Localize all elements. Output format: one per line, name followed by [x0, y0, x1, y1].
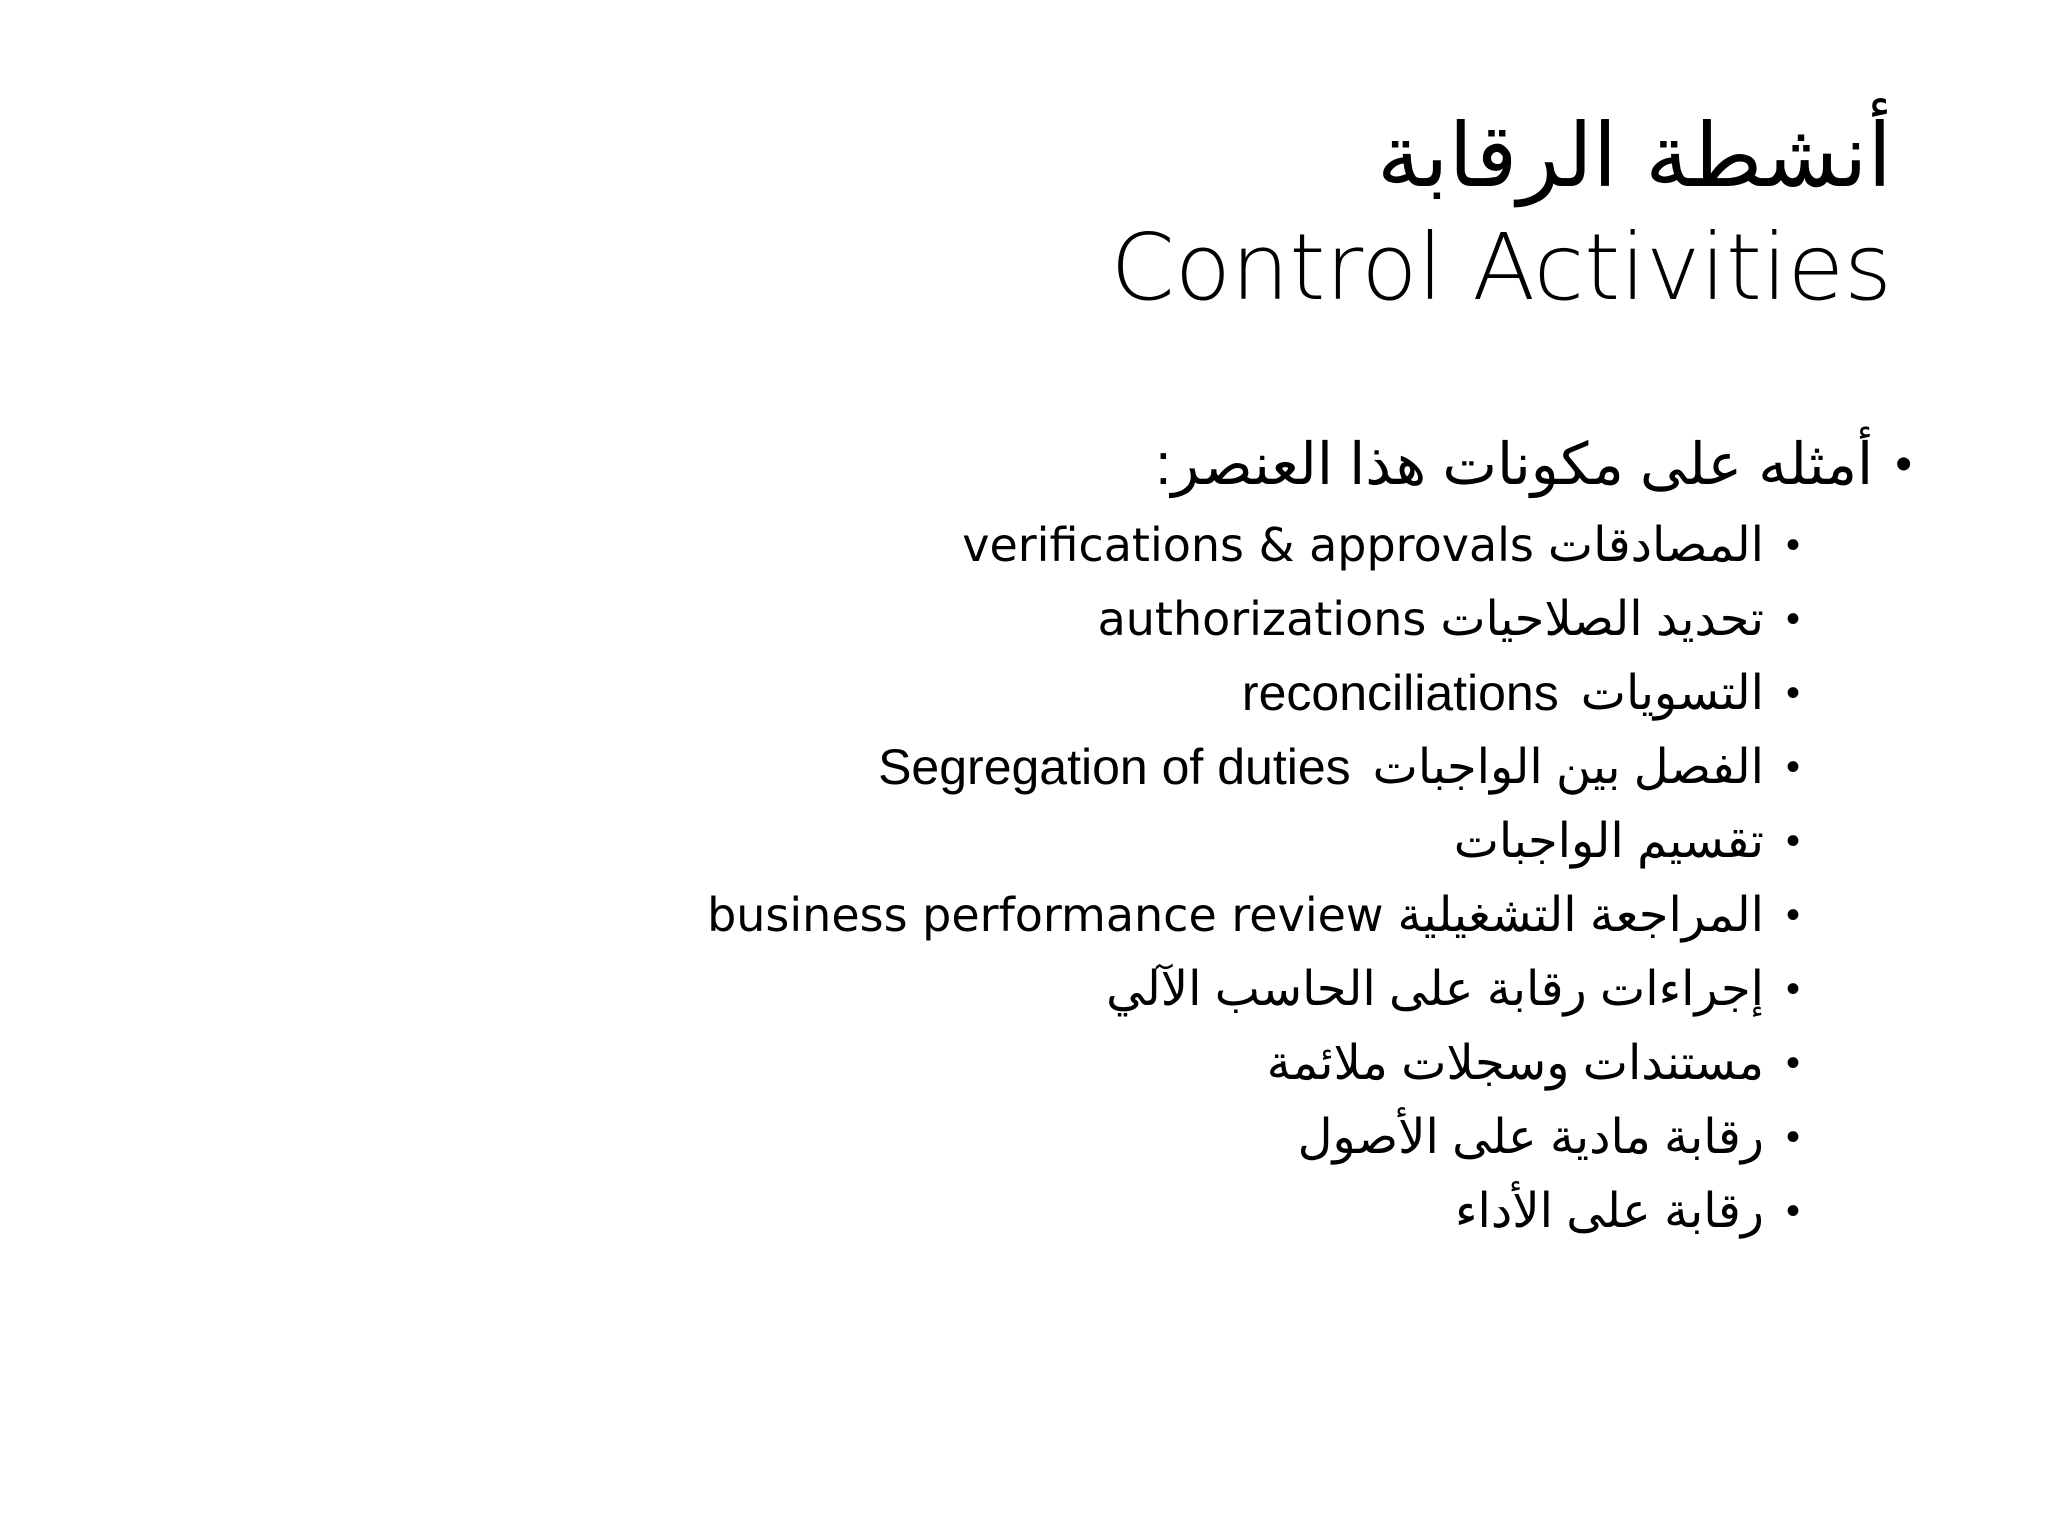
- bullet-icon: •: [1785, 966, 1800, 1011]
- item-arabic: المراجعة التشغيلية: [1397, 889, 1764, 942]
- item-arabic: رقابة على الأداء: [1454, 1185, 1764, 1238]
- list-item: [707, 730, 1800, 804]
- list-item: [707, 508, 1800, 582]
- list-item: [707, 582, 1800, 656]
- list-item: [707, 952, 1800, 1026]
- item-english: reconciliations: [1241, 665, 1559, 721]
- item-arabic: تحديد الصلاحيات: [1440, 593, 1764, 646]
- content-body: [707, 420, 1912, 1248]
- list-item: [707, 656, 1800, 730]
- list-item: [707, 878, 1800, 952]
- title-arabic: أنشطة الرقابة: [1376, 104, 1892, 207]
- item-arabic: مستندات وسجلات ملائمة: [1266, 1037, 1764, 1090]
- bullet-icon: •: [1895, 437, 1912, 491]
- bullet-icon: •: [1785, 596, 1800, 641]
- list-item: [707, 1026, 1800, 1100]
- item-english: authorizations: [1097, 592, 1427, 646]
- bullet-icon: •: [1785, 1188, 1800, 1233]
- bullet-icon: •: [1785, 1114, 1800, 1159]
- lead-bullet: [707, 420, 1912, 508]
- item-arabic: الفصل بين الواجبات: [1372, 741, 1764, 794]
- item-arabic: المصادقات: [1547, 519, 1764, 572]
- sub-bullet-list: [707, 508, 1800, 1248]
- list-item: [707, 1100, 1800, 1174]
- item-arabic: التسويات: [1580, 667, 1764, 720]
- bullet-icon: •: [1785, 522, 1800, 567]
- bullet-icon: •: [1785, 818, 1800, 863]
- item-english: Segregation of duties: [878, 739, 1351, 795]
- bullet-icon: •: [1785, 892, 1800, 937]
- item-english: verifications & approvals: [962, 518, 1534, 572]
- bullet-icon: •: [1785, 744, 1800, 789]
- item-english: business performance review: [707, 888, 1384, 942]
- item-arabic: تقسيم الواجبات: [1453, 815, 1764, 868]
- item-arabic: إجراءات رقابة على الحاسب الآلي: [1106, 963, 1764, 1016]
- bullet-icon: •: [1785, 1040, 1800, 1085]
- list-item: [707, 804, 1800, 878]
- lead-text: أمثله على مكونات هذا العنصر:: [1155, 432, 1874, 497]
- title-english: Control Activities: [1110, 214, 1892, 321]
- item-arabic: رقابة مادية على الأصول: [1297, 1111, 1764, 1164]
- list-item: [707, 1174, 1800, 1248]
- slide-title: [1110, 100, 1892, 324]
- bullet-icon: •: [1785, 670, 1800, 715]
